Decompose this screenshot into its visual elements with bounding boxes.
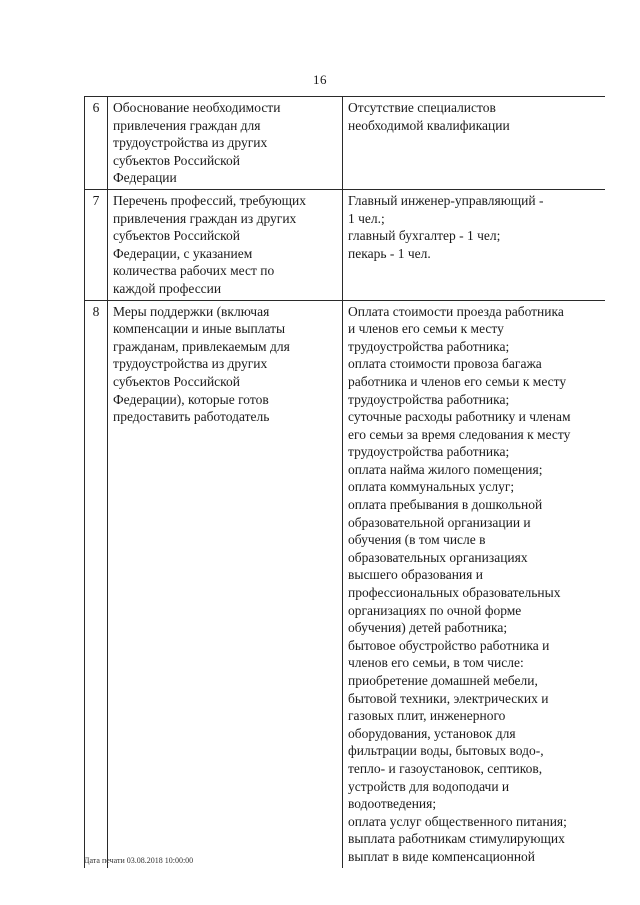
value-line: выплата работникам стимулирующих <box>348 831 565 847</box>
value-line: его семьи за время следования к месту <box>348 426 571 442</box>
row-number: 6 <box>85 97 108 190</box>
value-line: образовательных организациях <box>348 549 528 565</box>
table-row <box>85 189 606 300</box>
label-line: Федерации), которые готов <box>113 391 269 407</box>
value-line: оплата коммунальных услуг; <box>348 479 515 495</box>
value-line: оплата пребывания в дошкольной <box>348 497 543 513</box>
label-line: трудоустройства из других <box>113 135 268 151</box>
value-line: трудоустройства работника; <box>348 444 510 460</box>
value-line: трудоустройства работника; <box>348 338 510 354</box>
value-line: необходимой квалификации <box>348 117 510 133</box>
label-line: привлечения граждан из других <box>113 210 297 226</box>
label-line: субъектов Российской <box>113 152 241 168</box>
label-line: количества рабочих мест по <box>113 263 275 279</box>
row-label <box>108 300 343 868</box>
value-line: водоотведения; <box>348 796 437 812</box>
label-line: Меры поддержки (включая <box>113 303 270 319</box>
value-line: устройств для водоподачи и <box>348 778 510 794</box>
label-line: каждой профессии <box>113 280 222 296</box>
value-line: приобретение домашней мебели, <box>348 673 538 688</box>
print-date-footer: Дата печати 03.08.2018 10:00:00 <box>84 856 194 865</box>
label-line: гражданам, привлекаемым для <box>113 338 290 354</box>
document-table <box>84 96 605 868</box>
value-line: оплата найма жилого помещения; <box>348 461 543 477</box>
value-line: суточные расходы работнику и членам <box>348 409 571 425</box>
page-number: 16 <box>313 72 327 87</box>
row-label <box>108 97 343 190</box>
value-line: оплата стоимости провоза багажа <box>348 356 542 372</box>
value-line: фильтрации воды, бытовых водо-, <box>348 743 544 759</box>
label-line: предоставить работодатель <box>113 409 270 425</box>
table-row <box>85 97 606 190</box>
value-line: бытовой техники, электрических и <box>348 690 549 706</box>
value-line: главный бухгалтер - 1 чел; <box>348 228 501 244</box>
row-label <box>108 189 343 300</box>
value-line: выплат в виде компенсационной <box>348 848 536 864</box>
value-line: оплата услуг общественного питания; <box>348 813 567 829</box>
label-line: Перечень профессий, требующих <box>113 192 307 208</box>
value-line: газовых плит, инженерного <box>348 708 506 724</box>
row-value <box>343 300 606 868</box>
value-line: членов его семьи, в том числе: <box>348 655 524 671</box>
row-number: 8 <box>85 300 108 868</box>
value-line: 1 чел.; <box>348 210 385 226</box>
row-value <box>343 97 606 190</box>
value-line: и членов его семьи к месту <box>348 321 504 337</box>
value-line: пекарь - 1 чел. <box>348 245 431 261</box>
label-line: трудоустройства из других <box>113 356 268 372</box>
value-line: высшего образования и <box>348 567 483 583</box>
row-number: 7 <box>85 189 108 300</box>
value-line: оборудования, установок для <box>348 725 516 741</box>
value-line: бытовое обустройство работника и <box>348 637 550 653</box>
value-line: образовательной организации и <box>348 514 531 530</box>
value-line: организациях по очной форме <box>348 602 522 618</box>
value-line: работника и членов его семьи к месту <box>348 373 567 389</box>
label-line: привлечения граждан для <box>113 117 261 133</box>
label-line: Обоснование необходимости <box>113 100 281 115</box>
value-line: трудоустройства работника; <box>348 391 510 407</box>
value-line: тепло- и газоустановок, септиков, <box>348 760 543 776</box>
value-line: Оплата стоимости проезда работника <box>348 303 564 319</box>
row-value <box>343 189 606 300</box>
table-row <box>85 300 606 868</box>
value-line: профессиональных образовательных <box>348 585 561 601</box>
label-line: компенсации и иные выплаты <box>113 321 286 337</box>
value-line: Отсутствие специалистов <box>348 100 496 115</box>
label-line: субъектов Российской <box>113 373 241 389</box>
label-line: субъектов Российской <box>113 228 241 244</box>
value-line: обучения (в том числе в <box>348 532 486 548</box>
table-body <box>85 97 606 868</box>
label-line: Федерации, с указанием <box>113 245 253 261</box>
value-line: Главный инженер-управляющий - <box>348 192 544 208</box>
value-line: обучения) детей работника; <box>348 620 508 636</box>
label-line: Федерации <box>113 170 177 186</box>
